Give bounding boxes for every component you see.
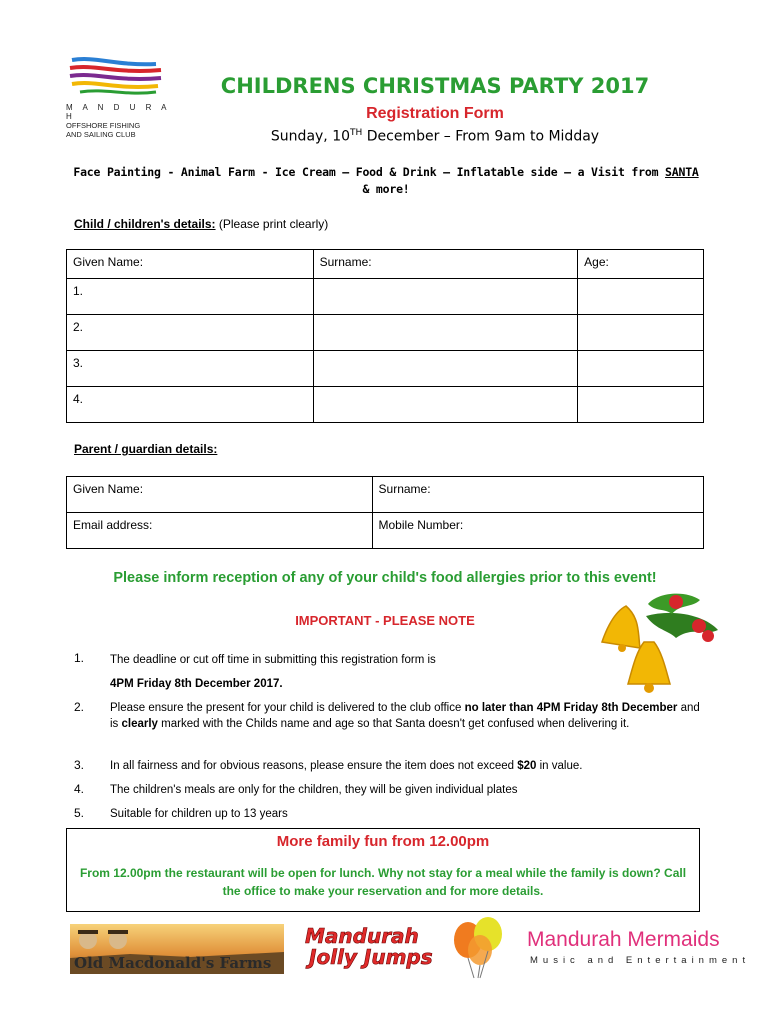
child-row-2-given[interactable]: 2.	[67, 315, 314, 351]
important-heading: IMPORTANT - PLEASE NOTE	[295, 613, 475, 628]
date-suffix: December – From 9am to Midday	[362, 128, 600, 145]
child-row-3-given[interactable]: 3.	[67, 351, 314, 387]
child-section-heading	[74, 217, 328, 231]
child-details-table	[66, 249, 704, 423]
parent-mobile-field[interactable]: Mobile Number:	[372, 513, 703, 549]
child-heading-text: Child / children's details:	[74, 217, 216, 231]
note-1-text	[110, 652, 700, 692]
note-2-pre: Please ensure the present for your child is delivered to the club office	[110, 702, 465, 714]
child-col-age: Age:	[578, 250, 704, 279]
date-sup: TH	[350, 128, 363, 138]
note-2-bold-2: clearly	[121, 718, 158, 730]
event-date	[0, 128, 770, 145]
child-row-4-surname[interactable]	[313, 387, 578, 423]
note-2-text	[110, 700, 700, 732]
note-1-deadline: 4PM Friday 8th December 2017.	[110, 678, 283, 690]
logo-line-1: M A N D U R A H	[66, 103, 171, 121]
note-2-number: 2.	[74, 700, 85, 714]
balloons-icon	[448, 914, 510, 980]
parent-details-table	[66, 476, 704, 549]
activities-line-2: & more!	[362, 182, 410, 196]
child-row-2-age[interactable]	[578, 315, 704, 351]
note-5-text: Suitable for children up to 13 years	[110, 808, 288, 820]
farm-name: Old Macdonald's Farms	[74, 954, 272, 972]
logo-line-3: AND SAILING CLUB	[66, 130, 136, 139]
note-3-number: 3.	[74, 758, 85, 772]
sponsor-jolly-jumps	[305, 926, 450, 972]
allergy-notice: Please inform reception of any of your child's food allergies prior to this event!	[113, 570, 657, 586]
jolly-line-1: Mandurah	[305, 924, 419, 948]
note-4-number: 4.	[74, 782, 85, 796]
sponsor-old-macdonalds	[70, 924, 284, 974]
date-prefix: Sunday, 10	[270, 128, 351, 145]
child-row-1-given[interactable]: 1.	[67, 279, 314, 315]
child-row-2-surname[interactable]	[313, 315, 578, 351]
note-1-line: The deadline or cut off time in submitting this registration form is	[110, 654, 436, 666]
parent-given-name-field[interactable]: Given Name:	[67, 477, 373, 513]
parent-email-field[interactable]: Email address:	[67, 513, 373, 549]
child-col-given-name: Given Name:	[67, 250, 314, 279]
note-2-post: marked with the Childs name and age so that Santa doesn't get confused when delivering it.	[157, 718, 630, 730]
note-4-text: The children's meals are only for the children, they will be given individual plates	[110, 784, 518, 796]
page-title: CHILDRENS CHRISTMAS PARTY 2017	[220, 74, 650, 98]
parent-heading-text: Parent / guardian details:	[74, 442, 218, 456]
note-3-bold: $20	[517, 760, 537, 772]
note-3-post: in value.	[536, 760, 583, 772]
parent-section-heading	[74, 442, 217, 456]
parent-surname-field[interactable]: Surname:	[372, 477, 703, 513]
child-row-4-age[interactable]	[578, 387, 704, 423]
note-2-mid: and is	[110, 702, 700, 730]
logo-line-2: OFFSHORE FISHING	[66, 121, 141, 130]
mermaids-title: Mandurah Mermaids	[527, 928, 720, 951]
note-2-bold-1: no later than 4PM Friday 8th December	[464, 702, 678, 714]
note-3-text	[110, 758, 700, 774]
activities-line-1: Face Painting - Animal Farm - Ice Cream – Food & Drink – Inflatable side – a Visit from	[73, 165, 666, 179]
page-subtitle: Registration Form	[366, 105, 504, 122]
activities-list	[66, 164, 706, 198]
child-row-1-surname[interactable]	[313, 279, 578, 315]
family-fun-title: More family fun from 12.00pm	[276, 833, 490, 850]
child-row-3-surname[interactable]	[313, 351, 578, 387]
child-row-3-age[interactable]	[578, 351, 704, 387]
child-col-surname: Surname:	[313, 250, 578, 279]
family-fun-text: From 12.00pm the restaurant will be open for lunch. Why not stay for a meal while the family is down? Call the office to make your reservation and for more details.	[79, 866, 687, 898]
note-3-pre: In all fairness and for obvious reasons, please ensure the item does not exceed	[110, 760, 518, 772]
jolly-line-2: Jolly Jumps	[309, 945, 433, 969]
santa-text: SANTA	[665, 165, 699, 179]
note-5-number: 5.	[74, 806, 85, 820]
mermaids-subtitle: Music and Entertainment	[530, 955, 751, 966]
child-row-1-age[interactable]	[578, 279, 704, 315]
child-heading-note: (Please print clearly)	[215, 217, 329, 231]
child-row-4-given[interactable]: 4.	[67, 387, 314, 423]
note-1-number: 1.	[74, 651, 85, 665]
